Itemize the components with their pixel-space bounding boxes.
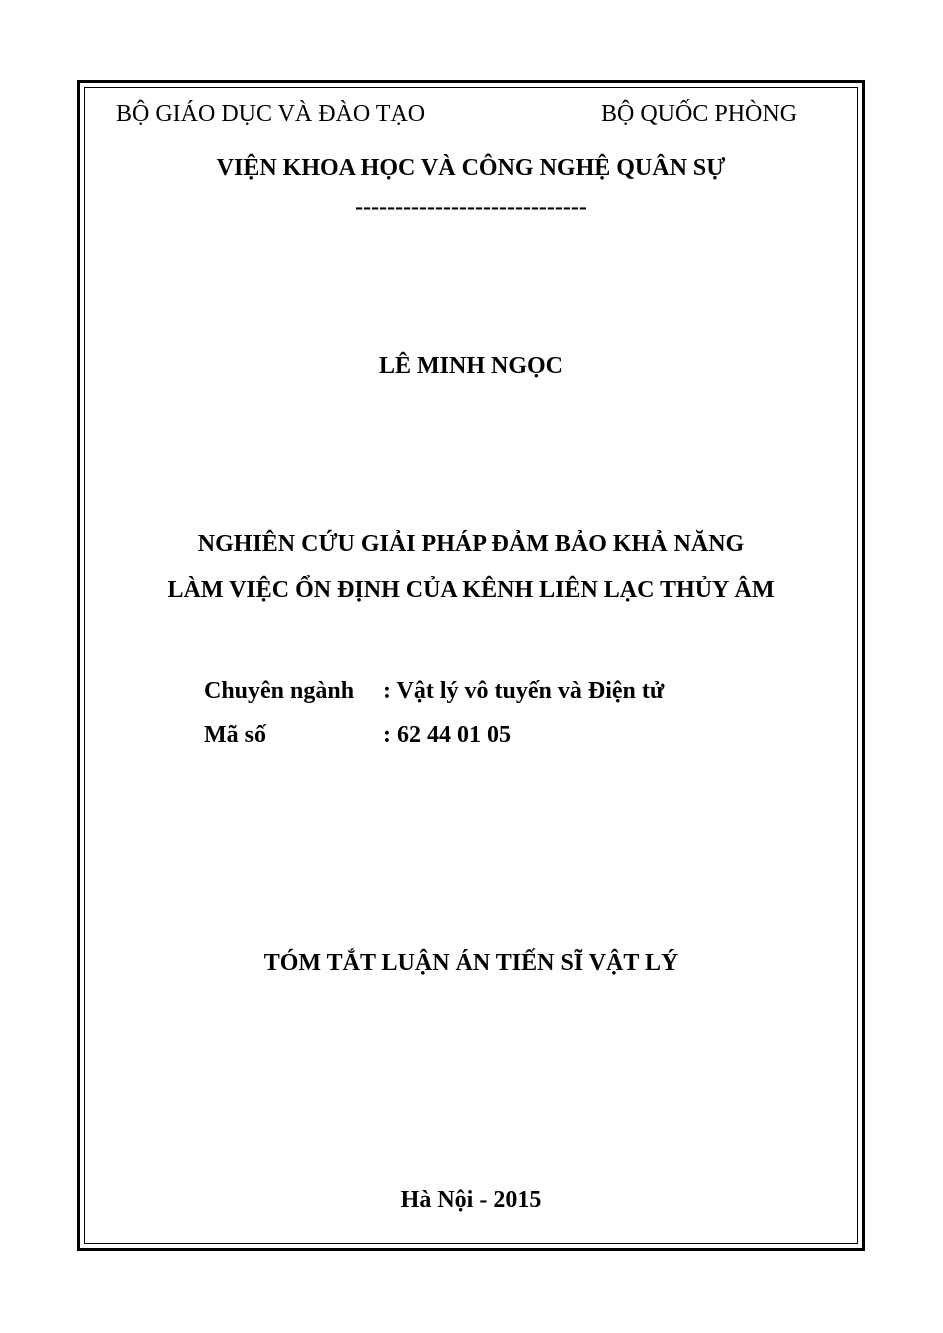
specialty-value: : Vật lý vô tuyến và Điện tử xyxy=(383,678,665,704)
code-label: Mã số xyxy=(204,722,266,748)
place-date: Hà Nội - 2015 xyxy=(400,1187,542,1213)
specialty-label: Chuyên ngành xyxy=(204,678,355,704)
page-border-inner xyxy=(84,87,858,1244)
author-name: LÊ MINH NGỌC xyxy=(378,353,563,379)
header-separator: ----------------------------- xyxy=(355,194,587,220)
ministry-defense: BỘ QUỐC PHÒNG xyxy=(601,101,798,127)
thesis-title-line-2: LÀM VIỆC ỔN ĐỊNH CỦA KÊNH LIÊN LẠC THỦY ÂM xyxy=(167,577,775,603)
ministry-education: BỘ GIÁO DỤC VÀ ĐÀO TẠO xyxy=(116,101,426,127)
summary-heading: TÓM TẮT LUẬN ÁN TIẾN SĨ VẬT LÝ xyxy=(263,950,679,976)
code-value: : 62 44 01 05 xyxy=(383,722,511,748)
thesis-title-line-1: NGHIÊN CỨU GIẢI PHÁP ĐẢM BẢO KHẢ NĂNG xyxy=(197,531,745,557)
institute-name: VIỆN KHOA HỌC VÀ CÔNG NGHỆ QUÂN SỰ xyxy=(216,155,726,181)
